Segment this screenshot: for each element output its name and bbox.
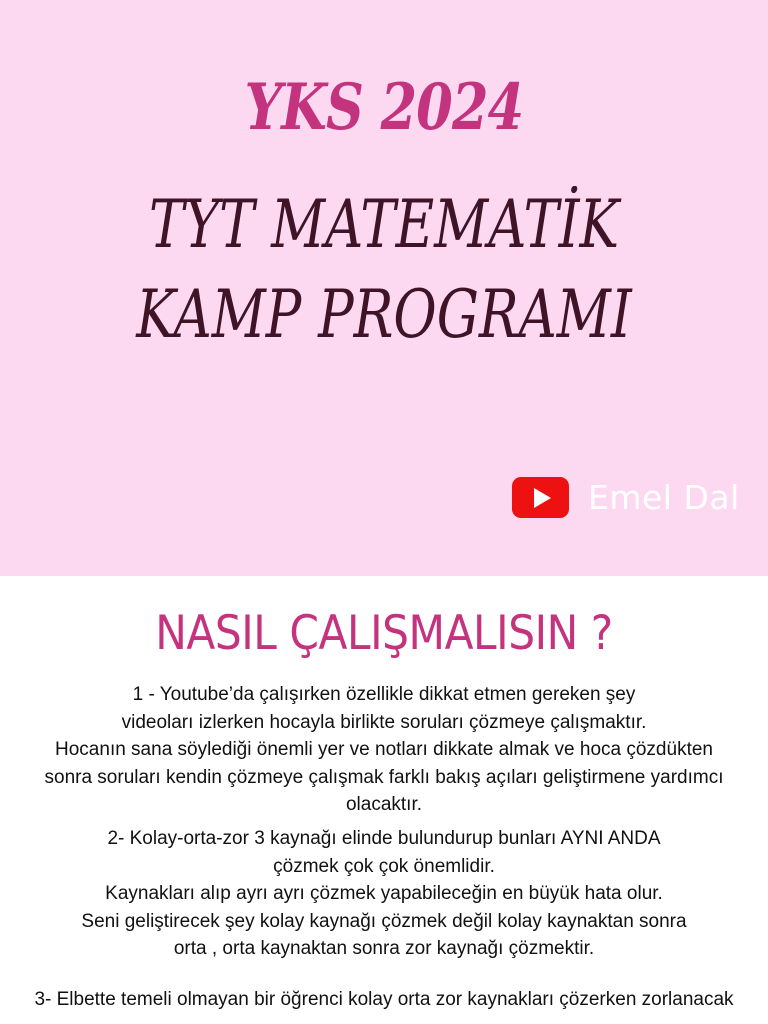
- paragraph-line: sonra soruları kendin çözmeye çalışmak farklı bakış açıları geliştirmene yardımcı: [44, 766, 724, 788]
- paragraph-line: 2- Kolay-orta-zor 3 kaynağı elinde bulundurup bunları AYNI ANDA: [107, 828, 661, 849]
- paragraph-line: olacaktır.: [345, 794, 423, 815]
- main-title-line-1: TYT MATEMATİK: [149, 186, 619, 263]
- paragraph-line: 3- Elbette temeli olmayan bir öğrenci kolay orta zor kaynakları çözerken zorlanacak: [34, 989, 734, 1010]
- main-title-line-2: KAMP PROGRAMI: [136, 276, 632, 353]
- section-heading: NASIL ÇALIŞMALISIN ?: [155, 606, 613, 661]
- paragraph-2: [0, 825, 768, 963]
- channel-link[interactable]: [512, 477, 740, 518]
- paragraph-line: 1 - Youtube’da çalışırken özellikle dikkat etmen gereken şey: [132, 684, 636, 705]
- paragraph-line: Seni geliştirecek şey kolay kaynağı çözmek değil kolay kaynaktan sonra: [81, 910, 687, 932]
- paragraph-line: Hocanın sana söylediği önemli yer ve notları dikkate almak ve hoca çözdükten: [55, 739, 713, 760]
- youtube-icon: [512, 477, 569, 518]
- paragraph-line: çözmek çok çok önemlidir.: [273, 855, 495, 877]
- yks-title: YKS 2024: [244, 70, 524, 145]
- channel-name: Emel Dal: [588, 478, 740, 517]
- paragraph-line: Kaynakları alıp ayrı ayrı çözmek yapabileceğin en büyük hata olur.: [105, 883, 663, 904]
- paragraph-line: videoları izlerken hocayla birlikte soruları çözmeye çalışmaktır.: [121, 711, 647, 733]
- paragraph-3: [0, 986, 768, 1014]
- paragraph-1: [0, 681, 768, 819]
- paragraph-line: orta , orta kaynaktan sonra zor kaynağı çözmektir.: [173, 938, 595, 959]
